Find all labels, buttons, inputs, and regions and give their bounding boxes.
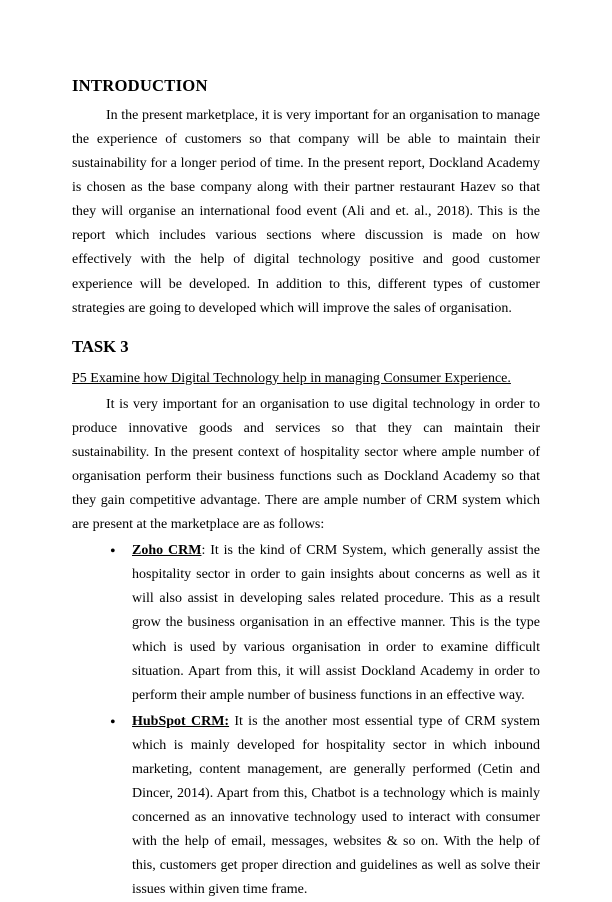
introduction-paragraph: In the present marketplace, it is very important for an organisation to manage the experience of customers so that company will be able to maintain their sustainability for a longer period of time. In the present report, Dockland Academy is chosen as the base company along with their partner restaurant Hazev so that they will organise an international food event (Ali and et. al., 2018). This is the report which includes various sections where discussion is made on how effectively with the help of digital technology positive and good customer experience will be developed. In addition to this, different types of customer strategies are going to developed which will improve the sales of organisation. bbox=[72, 108, 540, 316]
list-item bbox=[106, 539, 540, 708]
task-3-paragraph: It is very important for an organisation to use digital technology in order to produce innovative goods and services so that they can maintain their sustainability. In the present context of hospitality sector where ample number of organisation perform their business functions such as Dockland Academy so that they gain competitive advantage. There are ample number of CRM system which are present at the marketplace are as follows: bbox=[72, 396, 540, 533]
task-3-heading: TASK 3 bbox=[72, 336, 129, 356]
list-item-text: : It is the kind of CRM System, which generally assist the hospitality sector in order to gain insights about concerns as well as it will also assist in developing sales related procedure. This as a result grow the business organisation in an effective manner. This is the type which is used by various organisation in order to examine difficult situation. Apart from this, it will assist Dockland Academy in order to perform their ample number of business functions in an effective way. bbox=[132, 543, 541, 703]
list-item-term: Zoho CRM bbox=[132, 543, 202, 559]
list-item bbox=[106, 710, 540, 902]
introduction-heading: INTRODUCTION bbox=[72, 76, 208, 95]
document-body bbox=[72, 76, 540, 902]
list-item-term: HubSpot CRM: bbox=[132, 713, 230, 729]
list-item-text: It is the another most essential type of CRM system which is mainly developed for hospitality sector in which inbound marketing, content management, are generally performed (Cetin and Dincer, 2014). Apart from this, Chatbot is a technology which is mainly concerned as an innovative technology used to interact with consumer with the help of email, messages, websites & so on. With the help of this, customers get proper direction and guidelines as well as solve their issues within given time frame. bbox=[132, 713, 541, 898]
crm-system-list bbox=[72, 539, 540, 902]
task-3-subheading: P5 Examine how Digital Technology help in managing Consumer Experience. bbox=[72, 370, 511, 386]
